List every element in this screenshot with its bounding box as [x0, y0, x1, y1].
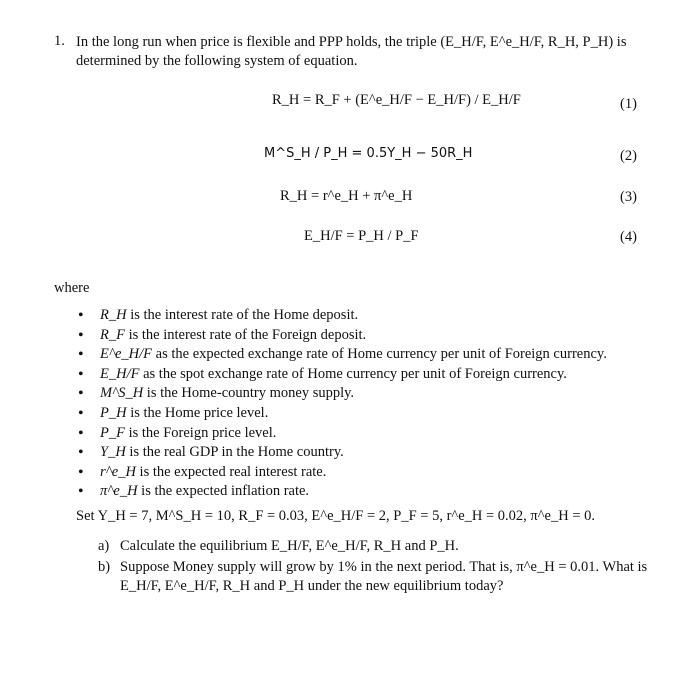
definition-text: is the interest rate of the Home deposit.: [126, 307, 359, 323]
symbol: R_F: [100, 326, 125, 343]
sub-question-label: a): [98, 538, 110, 554]
symbol: M^S_H: [100, 385, 144, 402]
list-item: [78, 365, 607, 385]
symbol: P_F: [100, 424, 125, 441]
equation-1-text: R_H = R_F + (E^e_H/F − E_H/F) / E_H/F: [272, 92, 521, 108]
question-number: 1.: [54, 33, 65, 49]
equation-3: [280, 188, 412, 205]
list-item: [78, 463, 607, 483]
symbol: P_H: [100, 404, 127, 421]
where-label: where: [54, 280, 90, 296]
list-item: [78, 482, 607, 502]
list-item: [78, 306, 607, 326]
list-item: [78, 424, 607, 444]
definition-text: is the Home-country money supply.: [143, 385, 355, 402]
sub-question-b: [98, 558, 658, 596]
symbol: E^e_H/F: [100, 346, 153, 363]
equation-4-number: (4): [620, 229, 637, 245]
equation-2: [264, 146, 472, 161]
definition-text: is the Foreign price level.: [124, 424, 277, 441]
definition-text: is the Home price level.: [126, 404, 269, 421]
equation-4: [304, 228, 419, 245]
list-item: [78, 404, 607, 424]
sub-question-a: [98, 537, 658, 556]
equation-1: [272, 92, 521, 109]
definition-text: as the spot exchange rate of Home currency per unit of Foreign currency.: [139, 365, 567, 382]
question-intro: In the long run when price is flexible and PPP holds, the triple (E_H/F, E^e_H/F, R_H, P_H) is determined by the following system of equation.: [76, 34, 627, 69]
sub-question-text: Suppose Money supply will grow by 1% in the next period. That is, π^e_H = 0.01. What is E_H/F, E^e_H/F, R_H and P_H under the new equilibrium today?: [120, 559, 648, 594]
equation-2-text: M^S_H / P_H = 0.5Y_H − 50R_H: [264, 146, 473, 161]
definition-text: is the interest rate of the Foreign deposit.: [124, 326, 367, 343]
equation-2-number: (2): [620, 148, 637, 164]
equation-3-text: R_H = r^e_H + π^e_H: [280, 188, 413, 204]
sub-questions: [98, 537, 658, 598]
list-item: [78, 345, 607, 365]
sub-question-text: Calculate the equilibrium E_H/F, E^e_H/F, R_H and P_H.: [120, 538, 459, 554]
symbol: π^e_H: [100, 483, 138, 500]
definition-text: as the expected exchange rate of Home currency per unit of Foreign currency.: [152, 346, 607, 363]
symbol: r^e_H: [100, 463, 136, 480]
list-item: [78, 384, 607, 404]
list-item: [78, 326, 607, 346]
list-item: [78, 443, 607, 463]
equation-4-text: E_H/F = P_H / P_F: [304, 228, 419, 244]
definition-list: [78, 306, 607, 502]
definition-text: is the real GDP in the Home country.: [125, 444, 344, 461]
symbol: Y_H: [100, 444, 126, 461]
sub-question-label: b): [98, 559, 111, 575]
symbol: E_H/F: [100, 365, 140, 382]
symbol: R_H: [100, 307, 127, 323]
definition-text: is the expected inflation rate.: [137, 483, 310, 500]
equation-1-number: (1): [620, 96, 637, 112]
definition-text: is the expected real interest rate.: [135, 463, 327, 480]
equation-3-number: (3): [620, 189, 637, 205]
given-values: Set Y_H = 7, M^S_H = 10, R_F = 0.03, E^e_H/F = 2, P_F = 5, r^e_H = 0.02, π^e_H = 0.: [76, 508, 596, 524]
